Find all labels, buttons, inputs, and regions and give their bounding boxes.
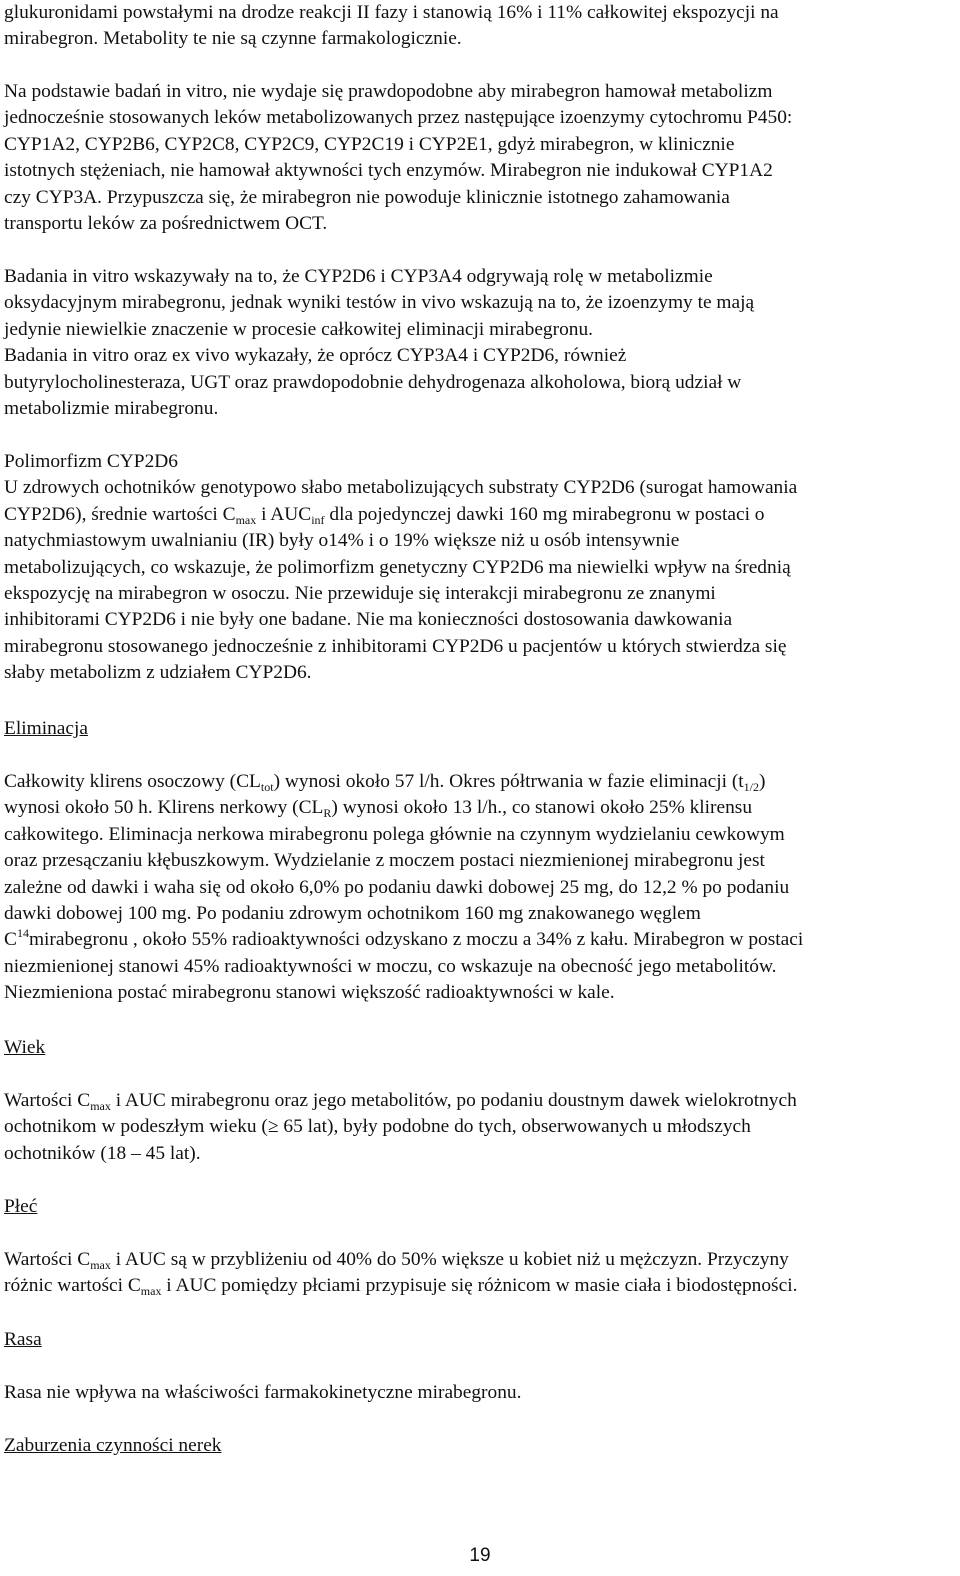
text-run: C [4,929,17,951]
page-number: 19 [469,1545,491,1566]
paragraph-elimination [4,769,956,1007]
text-line: ochotników (18 – 45 lat). [4,1142,201,1164]
text-line: dawki dobowej 100 mg. Po podaniu zdrowym ochotnikom 160 mg znakowanego węglem [4,903,701,925]
section-heading-race: Rasa [4,1329,42,1350]
text-run: i AUC są w przybliżeniu od 40% do 50% większe u kobiet niż u mężczyzn. Przyczyny [110,1249,789,1270]
text-line: mirabegron. Metabolity te nie są czynne farmakologicznie. [4,28,462,50]
text-line: mirabegronu stosowanego jednocześnie z inhibitorami CYP2D6 u pacjentów u których stwierdza się [4,635,787,657]
text-run: mirabegronu , około 55% radioaktywności odzyskano z moczu a 34% z kału. Mirabegron w postaci [28,929,804,951]
paragraph-race [4,1380,956,1406]
text-line: Rasa nie wpływa na właściwości farmakokinetyczne mirabegronu. [4,1382,522,1403]
text-line: całkowitego. Eliminacja nerkowa mirabegronu polega głównie na czynnym wydzielaniu cewkowym [4,823,785,845]
text-line [4,1114,956,1140]
text-line: niezmienionej stanowi 45% radioaktywności w moczu, co wskazuje na obecność jego metabolitów. [4,955,777,977]
subscript: inf [311,512,325,527]
text-line [4,502,956,528]
text-run: CYP2D6), średnie wartości C [4,503,236,525]
text-line: natychmiastowym uwalnianiu (IR) były o14% i o 19% większe niż u osób intensywnie [4,530,680,552]
subscript: max [140,1284,162,1299]
text-run: i AUC mirabegronu oraz jego metabolitów, po podaniu doustnym dawek wielokrotnych [110,1090,797,1111]
section-heading-elimination: Eliminacja [4,718,88,739]
subscript: max [90,1258,111,1272]
subscript: 1/2 [743,780,760,794]
paragraph-cyp2d6-cyp3a4 [4,264,956,422]
text-line [4,1088,956,1114]
text-line: czy CYP3A. Przypuszcza się, że mirabegron nie powoduje klinicznie istotnego zahamowania [4,186,730,208]
text-line: zależne od dawki i waha się od około 6,0% po podaniu dawki dobowej 25 mg, do 12,2 % po podaniu [4,876,790,898]
text-line [4,795,956,821]
text-line [4,769,956,795]
paragraph-invitro [4,79,956,237]
text-line: CYP1A2, CYP2B6, CYP2C8, CYP2C9, CYP2C19 i CYP2E1, gdyż mirabegron, w klinicznie [4,133,735,155]
subscript: max [235,512,257,527]
text-run: Wartości C [4,1090,91,1111]
text-line: oksydacyjnym mirabegronu, jednak wyniki testów in vivo wskazują na to, że izoenzymy te mają [4,292,755,314]
text-run: ) [759,771,766,792]
text-line [4,927,956,953]
text-line: jednocześnie stosowanych leków metabolizowanych przez następujące izoenzymy cytochromu P450: [4,107,793,129]
text-line: Niezmieniona postać mirabegronu stanowi większość radioaktywności w kale. [4,982,615,1004]
section-heading-renal: Zaburzenia czynności nerek [4,1435,222,1456]
section-heading-polymorphism: Polimorfizm CYP2D6 [4,451,178,472]
subscript: tot [260,780,274,794]
text-run: Wartości C [4,1249,91,1270]
text-line: glukuronidami powstałymi na drodze reakcji II fazy i stanowią 16% i 11% całkowitej ekspozycji na [4,2,779,23]
text-run: i AUC pomiędzy płciami przypisuje się różnicom w masie ciała i biodostępności. [161,1275,798,1297]
text-run: dla pojedynczej dawki 160 mg mirabegronu w postaci o [324,503,765,525]
text-run: ochotnikom w podeszłym wieku ( [4,1116,268,1138]
text-line: inhibitorami CYP2D6 i nie były one badane. Nie ma konieczności dostosowania dawkowania [4,609,733,631]
text-line: metabolizujących, co wskazuje, że polimorfizm genetyczny CYP2D6 ma niewielki wpływ na średnią [4,556,791,578]
text-line: ekspozycję na mirabegron w osoczu. Nie przewiduje się interakcji mirabegronu ze znanymi [4,583,716,605]
text-run: Całkowity klirens osoczowy (CL [4,771,261,792]
paragraph-sex [4,1247,956,1300]
text-line: istotnych stężeniach, nie hamował aktywności tych enzymów. Mirabegron nie indukował CYP1A2 [4,160,773,182]
section-heading-sex: Płeć [4,1196,38,1217]
text-run: ) wynosi około 57 l/h. Okres półtrwania w fazie eliminacji (t [273,771,744,792]
section-polymorphism [4,449,956,687]
paragraph-age [4,1088,956,1167]
text-line: oraz przesączaniu kłębuszkowym. Wydzielanie z moczem postaci niezmienionej mirabegronu jest [4,850,765,872]
text-line [4,1247,956,1273]
subscript: R [323,806,332,821]
text-line: jedynie niewielkie znaczenie w procesie całkowitej eliminacji mirabegronu. [4,318,594,340]
section-age-heading [4,1035,956,1061]
text-run: różnic wartości C [4,1275,141,1297]
text-line: transportu leków za pośrednictwem OCT. [4,213,328,235]
section-heading-age: Wiek [4,1037,46,1058]
subscript: max [90,1099,111,1113]
text-line [4,1273,956,1299]
text-line: butyrylocholinesteraza, UGT oraz prawdopodobnie dehydrogenaza alkoholowa, biorą udział w [4,371,742,393]
text-line: Badania in vitro oraz ex vivo wykazały, że oprócz CYP3A4 i CYP2D6, również [4,345,627,367]
text-line: Na podstawie badań in vitro, nie wydaje się prawdopodobne aby mirabegron hamował metabolizm [4,81,773,102]
section-sex-heading [4,1194,956,1220]
section-race-heading [4,1327,956,1353]
text-line: słaby metabolizm z udziałem CYP2D6. [4,662,312,684]
superscript: 14 [16,926,29,941]
text-run: wynosi około 50 h. Klirens nerkowy (CL [4,797,324,819]
paragraph-intro [4,0,956,53]
text-run: ) wynosi około 13 l/h., co stanowi około 25% klirensu [331,797,753,819]
text-run: i AUC [256,503,312,525]
text-line: metabolizmie mirabegronu. [4,398,219,420]
text-line: U zdrowych ochotników genotypowo słabo metabolizujących substraty CYP2D6 (surogat hamowania [4,477,798,499]
text-run: 65 lat), były podobne do tych, obserwowanych u młodszych [278,1116,751,1138]
ge-symbol: ≥ [267,1116,279,1138]
section-elimination-heading [4,716,956,742]
text-line: Badania in vitro wskazywały na to, że CYP2D6 i CYP3A4 odgrywają rolę w metabolizmie [4,266,713,287]
section-renal-heading [4,1433,956,1459]
